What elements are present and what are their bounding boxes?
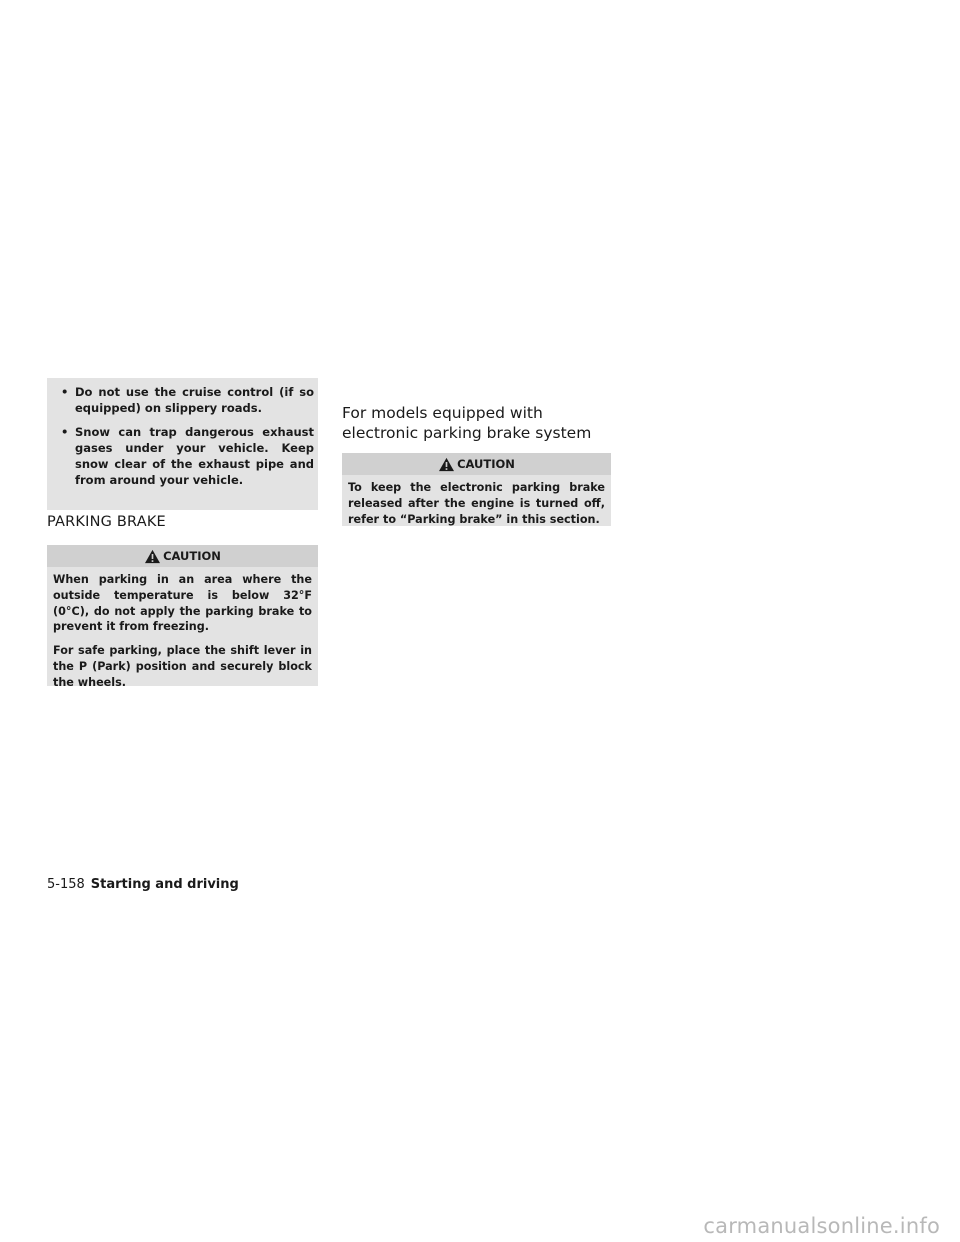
warning-icon [144,549,161,564]
caution-text-temperature: When parking in an area where the outside temperature is below 32°F (0°C), do not apply the parking brake to prevent it from freezing. [53,573,312,634]
section-title-parking-brake: PARKING BRAKE [47,514,166,530]
bullet-notes-box [47,378,318,510]
caution-text-electronic: To keep the electronic parking brake released after the engine is turned off, refer to “Parking brake” in this section. [348,481,605,526]
watermark: carmanualsonline.info [703,1214,940,1238]
page-footer [47,877,239,892]
page-number: 5-158 [47,877,85,892]
chapter-title: Starting and driving [90,877,239,892]
bullet-cruise-control: • Do not use the cruise control (if so equipped) on slippery roads. [61,384,314,417]
bullet-snow-exhaust: • Snow can trap dangerous exhaust gases under your vehicle. Keep snow clear of the exhaust pipe and from around your vehicle. [61,424,314,489]
caution-label: CAUTION [457,457,515,471]
caution-label: CAUTION [163,549,221,563]
caution-box-parking [47,545,318,689]
caution-header [47,545,318,567]
caution-text-shift-lever: For safe parking, place the shift lever in the P (Park) position and securely block the wheels. [53,644,312,689]
caution-header [342,453,611,475]
subheading-electronic-parking-brake: For models equipped with electronic parking brake system [342,404,592,442]
caution-box-electronic [342,453,611,526]
warning-icon [438,457,455,472]
